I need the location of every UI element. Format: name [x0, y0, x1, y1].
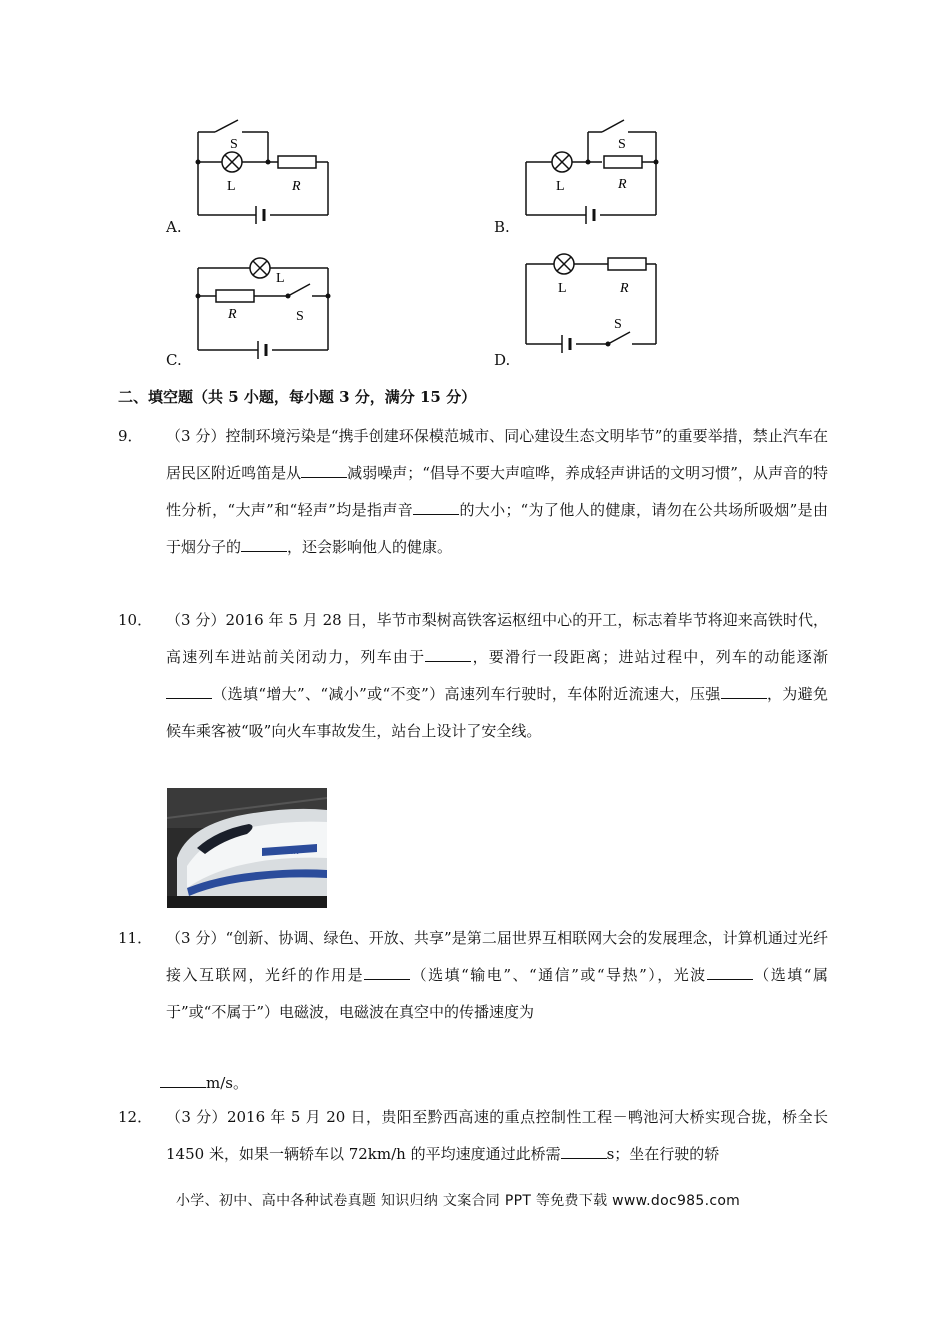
section-title: 二、填空题（共 5 小题，每小题 3 分，满分 15 分） [118, 388, 477, 406]
question-body [166, 920, 828, 1031]
question-text: s；坐在行驶的轿 [606, 1145, 720, 1163]
circuit-diagram-c [160, 248, 360, 378]
resistor-label: R [292, 179, 301, 194]
answer-blank[interactable] [364, 965, 410, 980]
option-a-letter: A. [166, 218, 182, 236]
question-text: （选填“输电”、“通信”或“导热”），光波 [410, 966, 707, 984]
circuit-diagram-a [160, 110, 360, 240]
question-text: ，要滑行一段距离；进站过程中，列车的动能逐渐 [471, 648, 828, 666]
question-text: （3 分）2016 年 5 月 28 日，毕节市梨树高铁客运枢纽中心的开工，标志着毕节将迎来高铁时代，高速列车进站前关闭动力，列车由于 [166, 611, 828, 666]
question-number: 12． [118, 1108, 153, 1126]
switch-label: S [230, 137, 238, 152]
question-text: （选填“增大”、“减小”或“不变”）高速列车行驶时，车体附近流速大，压强 [212, 685, 721, 703]
answer-blank[interactable] [561, 1144, 607, 1159]
answer-blank[interactable] [707, 965, 753, 980]
circuit-option-a [160, 110, 360, 240]
circuit-diagram-d [490, 248, 690, 378]
answer-blank[interactable] [160, 1073, 206, 1088]
option-c-letter: C. [166, 351, 182, 369]
train-photo [167, 788, 327, 908]
question-12 [118, 1099, 828, 1179]
option-b-letter: B. [494, 218, 510, 236]
page-footer: 小学、初中、高中各种试卷真题 知识归纳 文案合同 PPT 等免费下载 www.doc985.com [176, 1193, 741, 1209]
switch-label: S [614, 317, 622, 332]
switch-label: S [618, 137, 626, 152]
option-d-letter: D. [494, 351, 511, 369]
resistor-label: R [620, 281, 629, 296]
question-text: 的大小；“为了他人的健康，请勿在公共场所吸烟”是由于烟分子的 [166, 501, 828, 556]
train-car-text: CRH 380A [267, 848, 299, 856]
question-text: （3 分）“创新、协调、绿色、开放、共享”是第二届世界互相联网大会的发展理念，计算机通过光纤接入互联网，光纤的作用是 [166, 929, 828, 984]
question-number: 9． [118, 427, 143, 445]
question-body [166, 418, 828, 566]
circuit-diagram-b [490, 110, 690, 240]
question-body [166, 1099, 828, 1173]
question-number: 10． [118, 611, 153, 629]
question-body [166, 602, 828, 750]
question-text: （3 分）控制环境污染是“携手创建环保模范城市、同心建设生态文明毕节”的重要举措，禁止汽车在居民区附近鸣笛是从 [166, 427, 828, 482]
answer-blank[interactable] [301, 463, 347, 478]
answer-blank[interactable] [721, 684, 767, 699]
lamp-label: L [227, 179, 236, 194]
lamp-label: L [556, 179, 565, 194]
answer-blank[interactable] [166, 684, 212, 699]
resistor-label: R [618, 177, 627, 192]
question-text: 减弱噪声；“倡导不要大声喧哗，养成轻声讲话的文明习惯”，从声音的特性分析，“大声”和“轻声”均是指声音 [166, 464, 828, 519]
answer-blank[interactable] [241, 537, 287, 552]
question-text: ，还会影响他人的健康。 [287, 538, 453, 556]
question-number: 11． [118, 929, 153, 947]
question-9 [118, 418, 828, 603]
answer-blank[interactable] [425, 647, 471, 662]
lamp-label: L [558, 281, 567, 296]
question-text: m/s。 [206, 1074, 248, 1092]
question-text: （选填“属于”或“不属于”）电磁波，电磁波在真空中的传播速度为 [166, 966, 828, 1021]
answer-blank[interactable] [413, 500, 459, 515]
switch-label: S [296, 309, 304, 324]
circuit-option-b [490, 110, 690, 240]
circuit-option-d [490, 248, 690, 378]
question-11 [118, 920, 828, 1070]
question-11-last-line [160, 1072, 248, 1093]
circuit-option-c [160, 248, 360, 378]
question-10 [118, 602, 828, 787]
resistor-label: R [228, 307, 237, 322]
question-text: （3 分）2016 年 5 月 20 日，贵阳至黔西高速的重点控制性工程－鸭池河大桥实现合拢，桥全长 1450 米，如果一辆轿车以 72km/h 的平均速度通过此桥需 [166, 1108, 828, 1163]
lamp-label: L [276, 271, 285, 286]
question-text: ，为避免候车乘客被“吸”向火车事故发生，站台上设计了安全线。 [166, 685, 828, 740]
